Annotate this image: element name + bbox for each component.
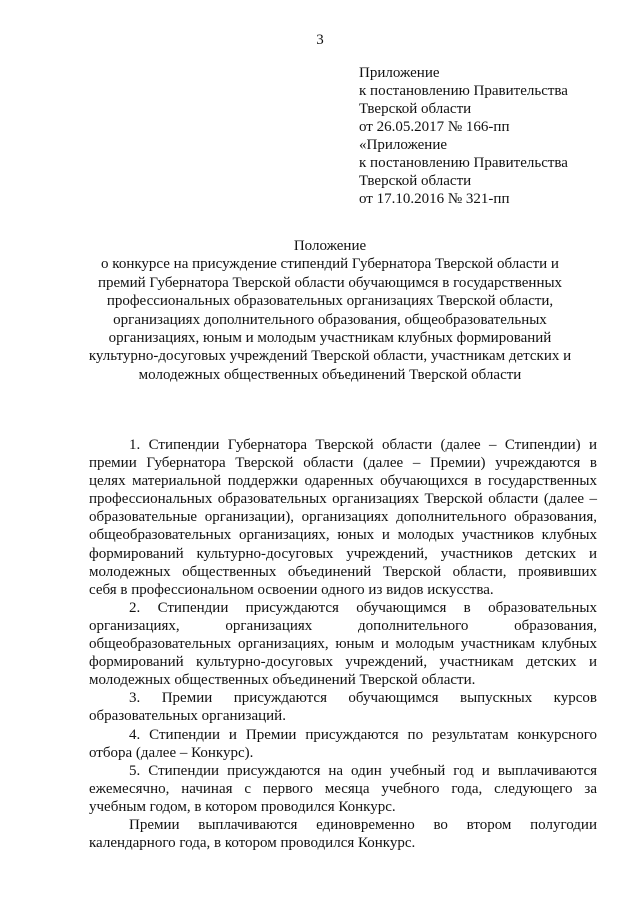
paragraph-line: организациях, организациях дополнительного образования, [89, 617, 597, 634]
page-number: 3 [316, 32, 324, 48]
paragraph-line: общеобразовательных организациях, юным и молодым участникам клубных [89, 636, 597, 653]
paragraph-line: 3. Премии присуждаются обучающимся выпускных курсов [129, 690, 597, 707]
document-title [70, 237, 590, 384]
paragraph-line: учебным годом, в котором проводился Конкурс. [89, 798, 396, 815]
title-line: профессиональных образовательных организациях Тверской области, [106, 293, 554, 310]
paragraph-line: 5. Стипендии присуждаются на один учебный год и выплачиваются [129, 762, 597, 779]
title-line: организациях, юным и молодым участникам клубных формирований [108, 330, 552, 347]
appendix-line: Тверской области [359, 173, 472, 189]
appendix-line: к постановлению Правительства [359, 155, 568, 171]
appendix-line: Тверской области [359, 101, 472, 117]
paragraph-line: календарного года, в котором проводился Конкурс. [89, 835, 416, 852]
title-line: о конкурсе на присуждение стипендий Губернатора Тверской области и [101, 256, 559, 273]
title-line: премий Губернатора Тверской области обучающимся в государственных [97, 274, 563, 291]
paragraph-line: отбора (далее – Конкурс). [89, 744, 254, 761]
paragraph-line: Премии выплачиваются единовременно во втором полугодии [129, 816, 597, 833]
title-line: Положение [293, 238, 367, 254]
paragraph-2 [89, 599, 597, 689]
paragraph-line: формирований культурно-досуговых учреждений, участникам детских и [89, 654, 597, 671]
paragraph-6 [89, 816, 597, 852]
appendix-line: к постановлению Правительства [359, 83, 568, 99]
document-body [89, 436, 597, 852]
appendix-line: Приложение [359, 65, 440, 81]
paragraph-line: 4. Стипендии и Премии присуждаются по результатам конкурсного [129, 726, 597, 743]
paragraph-line: молодежных общественных объединений Тверской области, проявивших [89, 563, 597, 580]
paragraph-line: 1. Стипендии Губернатора Тверской области (далее – Стипендии) и [129, 437, 597, 453]
title-line: молодежных общественных объединений Тверской области [138, 366, 522, 383]
paragraph-line: ежемесячно, начиная с первого месяца учебного года, следующего за [89, 780, 597, 797]
title-line: организациях дополнительного образования, общеобразовательных [113, 311, 547, 328]
paragraph-line: профессиональных образовательных организациях Тверской области (далее – [89, 491, 597, 508]
paragraph-1 [89, 436, 597, 599]
appendix-line: от 17.10.2016 № 321-пп [359, 191, 510, 207]
paragraph-3 [89, 689, 597, 725]
appendix-line: «Приложение [359, 137, 448, 153]
paragraph-line: молодежных общественных объединений Тверской области. [89, 672, 476, 689]
paragraph-line: общеобразовательных организациях, юных и молодых участников клубных [89, 527, 597, 544]
paragraph-line: образовательные организации), организациях дополнительного образования, [89, 509, 597, 526]
paragraph-line: премии Губернатора Тверской области (далее – Премии) учреждаются в [89, 455, 597, 472]
paragraph-line: себя в профессиональном освоении одного из видов искусства. [89, 581, 494, 598]
paragraph-line: образовательных организаций. [89, 708, 286, 725]
appendix-line: от 26.05.2017 № 166-пп [359, 119, 510, 135]
title-line: культурно-досуговых учреждений Тверской области, участникам детских и [88, 348, 572, 365]
appendix-block [359, 64, 568, 208]
paragraph-line: целях материальной поддержки одаренных обучающихся в государственных [89, 473, 597, 490]
paragraph-line: 2. Стипендии присуждаются обучающимся в образовательных [129, 599, 597, 616]
paragraph-4 [89, 726, 597, 762]
paragraph-line: формирований культурно-досуговых учреждений, участников детских и [89, 545, 597, 562]
paragraph-5 [89, 762, 597, 816]
